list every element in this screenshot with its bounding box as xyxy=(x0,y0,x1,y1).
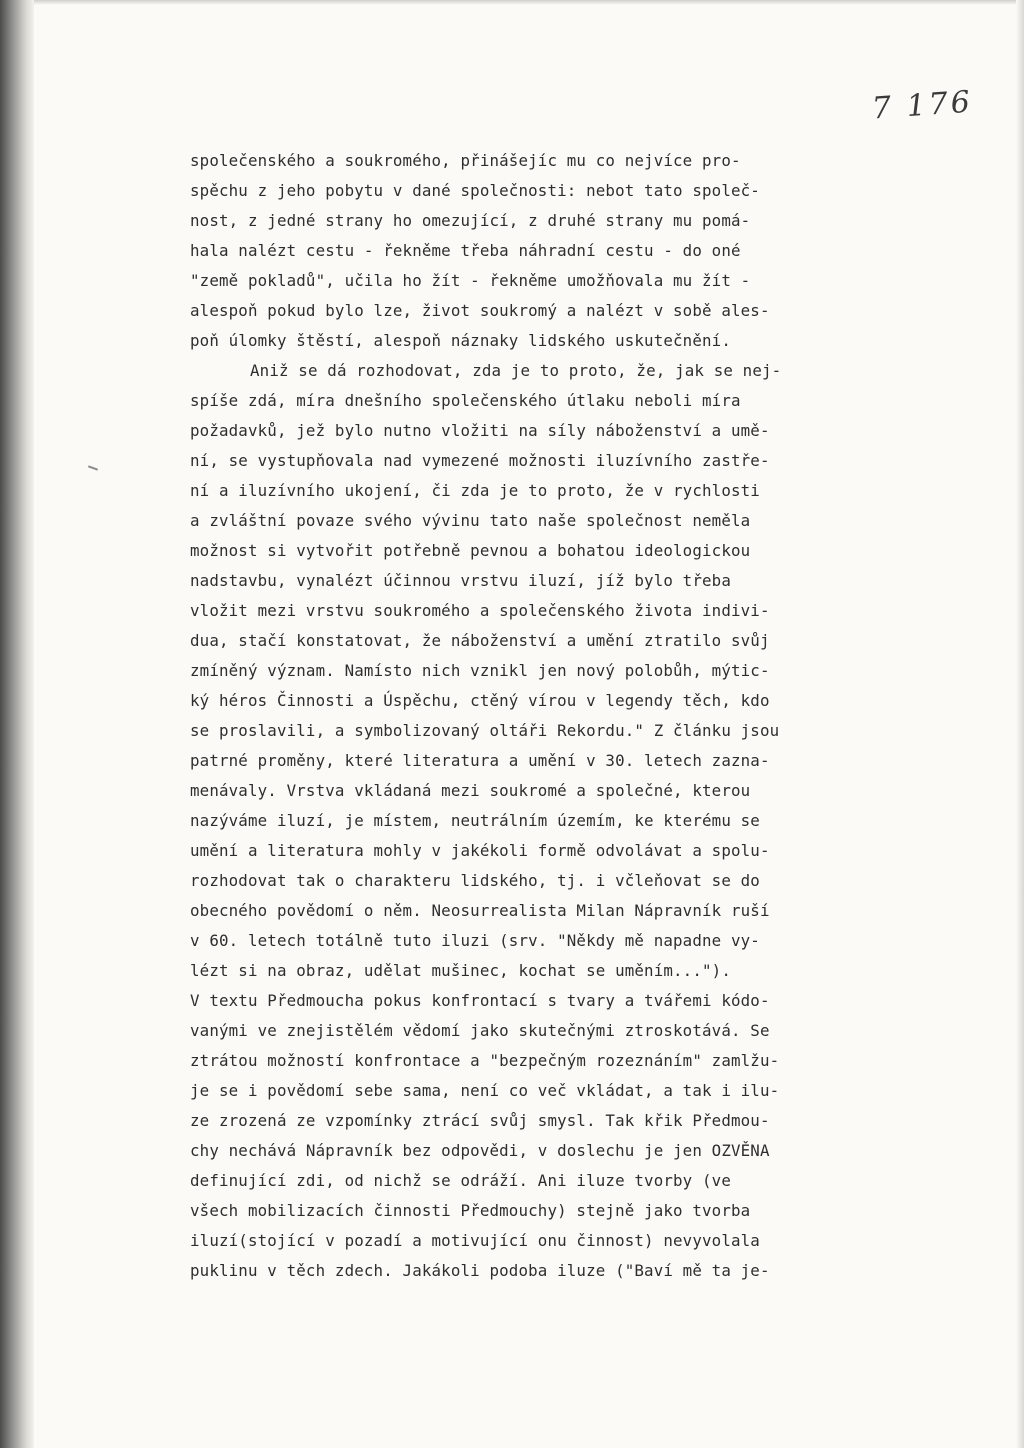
text-line: obecného povědomí o něm. Neosurrealista Milan Nápravník ruší xyxy=(190,901,770,920)
text-line: iluzí(stojící v pozadí a motivující onu činnost) nevyvolala xyxy=(190,1231,760,1250)
text-line: nost, z jedné strany ho omezující, z druhé strany mu pomá- xyxy=(190,211,751,230)
text-line: hala nalézt cestu - řekněme třeba náhradní cestu - do oné xyxy=(190,241,741,260)
text-line: umění a literatura mohly v jakékoli formě odvolávat a spolu- xyxy=(190,841,770,860)
binding-shadow xyxy=(0,0,34,1448)
paragraph-start-line: Aniž se dá rozhodovat, zda je to proto, že, jak se nej- xyxy=(250,361,782,380)
page-top-edge xyxy=(34,0,1024,5)
text-line: rozhodovat tak o charakteru lidského, tj. i včleňovat se do xyxy=(190,871,760,890)
text-line: všech mobilizacích činnosti Předmouchy) stejně jako tvorba xyxy=(190,1201,751,1220)
text-line: lézt si na obraz, udělat mušinec, kochat se uměním..."). xyxy=(190,961,731,980)
text-line: patrné proměny, které literatura a umění v 30. letech zazna- xyxy=(190,751,770,770)
text-line: menávaly. Vrstva vkládaná mezi soukromé a společné, kterou xyxy=(190,781,751,800)
text-line: ztrátou možností konfrontace a "bezpečným rozeznáním" zamlžu- xyxy=(190,1051,780,1070)
body-text xyxy=(190,146,970,1286)
text-line: V textu Předmoucha pokus konfrontací s tvary a tvářemi kódo- xyxy=(190,991,770,1010)
text-line: je se i povědomí sebe sama, není co več vkládat, a tak i ilu- xyxy=(190,1081,780,1100)
text-line: ze zrozená ze vzpomínky ztrácí svůj smysl. Tak křik Předmou- xyxy=(190,1111,770,1130)
text-line: nazýváme iluzí, je místem, neutrálním územím, ke kterému se xyxy=(190,811,760,830)
text-line: poň úlomky štěstí, alespoň náznaky lidského uskutečnění. xyxy=(190,331,731,350)
text-line: alespoň pokud bylo lze, život soukromý a nalézt v sobě ales- xyxy=(190,301,770,320)
text-line: definující zdi, od nichž se odráží. Ani iluze tvorby (ve xyxy=(190,1171,731,1190)
text-line: požadavků, jež bylo nutno vložiti na síly náboženství a umě- xyxy=(190,421,770,440)
text-line: nadstavbu, vynalézt účinnou vrstvu iluzí, jíž bylo třeba xyxy=(190,571,731,590)
text-line: ní, se vystupňovala nad vymezené možnosti iluzívního zastře- xyxy=(190,451,770,470)
margin-mark xyxy=(88,465,98,470)
text-line: spíše zdá, míra dnešního společenského útlaku neboli míra xyxy=(190,391,741,410)
text-line: v 60. letech totálně tuto iluzi (srv. "Někdy mě napadne vy- xyxy=(190,931,760,950)
text-line: zmíněný význam. Namísto nich vznikl jen nový polobůh, mýtic- xyxy=(190,661,770,680)
text-line: se proslavili, a symbolizovaný oltáři Rekordu." Z článku jsou xyxy=(190,721,780,740)
text-line: ní a iluzívního ukojení, či zda je to proto, že v rychlosti xyxy=(190,481,760,500)
page-number: 7 176 xyxy=(870,84,974,127)
text-line: vložit mezi vrstvu soukromého a společenského života indivi- xyxy=(190,601,770,620)
text-line: vanými ve znejistělém vědomí jako skutečnými ztroskotává. Se xyxy=(190,1021,770,1040)
text-line: spěchu z jeho pobytu v dané společnosti: nebot tato společ- xyxy=(190,181,760,200)
text-line: chy nechává Nápravník bez odpovědi, v doslechu je jen OZVĚNA xyxy=(190,1141,770,1160)
text-line: puklinu v těch zdech. Jakákoli podoba iluze ("Baví mě ta je- xyxy=(190,1261,770,1280)
page-right-edge xyxy=(1016,0,1024,1448)
text-line: a zvláštní povaze svého vývinu tato naše společnost neměla xyxy=(190,511,751,530)
text-line: možnost si vytvořit potřebně pevnou a bohatou ideologickou xyxy=(190,541,751,560)
text-line: společenského a soukromého, přinášejíc mu co nejvíce pro- xyxy=(190,151,741,170)
text-line: dua, stačí konstatovat, že náboženství a umění ztratilo svůj xyxy=(190,631,770,650)
text-line: "země pokladů", učila ho žít - řekněme umožňovala mu žít - xyxy=(190,271,751,290)
text-line: ký héros Činnosti a Úspěchu, ctěný vírou v legendy těch, kdo xyxy=(190,691,770,710)
